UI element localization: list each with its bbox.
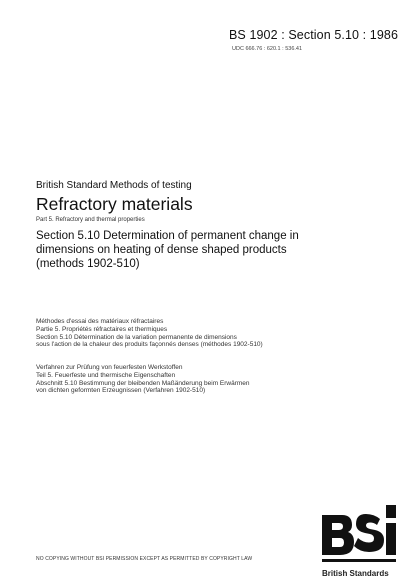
french-line: Méthodes d'essai des matériaux réfractaires — [36, 318, 164, 325]
german-line: Teil 5. Feuerfeste und thermische Eigenschaften — [36, 371, 176, 379]
german-line: von dichten geformten Erzeugnissen (Verfahren 1902-510) — [36, 387, 206, 395]
german-line: Abschnitt 5.10 Bestimmung der bleibenden Maßänderung beim Erwärmen — [36, 379, 250, 387]
german-line: Verfahren zur Prüfung von feuerfesten Werkstoffen — [36, 364, 183, 371]
main-title: Refractory materials — [36, 194, 193, 214]
standard-number: BS 1902 : Section 5.10 : 1986 — [229, 28, 398, 42]
part-title: Part 5. Refractory and thermal properties — [36, 217, 145, 223]
french-line: sous l'action de la chaleur des produits façonnés denses (méthodes 1902-510) — [36, 341, 263, 349]
german-title-block — [36, 364, 250, 395]
french-title-block — [36, 318, 263, 349]
french-line: Section 5.10 Détermination de la variation permanente de dimensions — [36, 333, 237, 341]
french-line: Partie 5. Propriétés réfractaires et thermiques — [36, 325, 168, 333]
series-title: British Standard Methods of testing — [36, 180, 192, 191]
section-title-line: dimensions on heating of dense shaped products — [36, 244, 287, 256]
udc-code: UDC 666.76 : 620.1 : 536.41 — [232, 46, 303, 52]
copyright-notice: NO COPYING WITHOUT BSI PERMISSION EXCEPT AS PERMITTED BY COPYRIGHT LAW — [36, 556, 253, 562]
section-title-line: Section 5.10 Determination of permanent change in — [36, 230, 299, 242]
logo-caption: British Standards — [322, 569, 389, 578]
section-title-line: (methods 1902-510) — [36, 258, 140, 270]
section-title — [36, 229, 299, 271]
